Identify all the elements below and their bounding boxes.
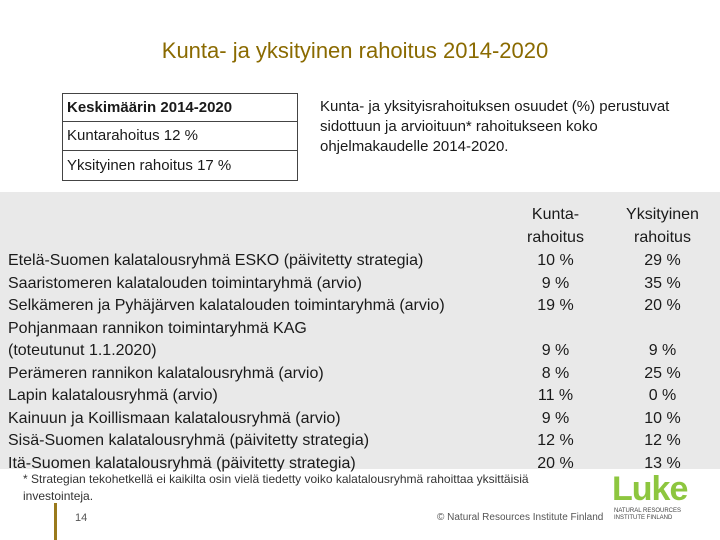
group-name: Kainuun ja Koillismaan kalatalousryhmä (arvio) [8,409,341,427]
municipal-share: 9 % [541,274,570,292]
summary-private: Yksityinen rahoitus 17 % [63,150,297,180]
luke-logo [612,471,700,527]
private-share: 25 % [644,364,681,382]
column-header-municipal: Kunta- rahoitus [527,206,584,246]
table-row [8,430,718,453]
group-name: Itä-Suomen kalatalousryhmä (päivitetty strategia) [8,454,356,472]
summary-box [62,93,298,181]
group-name: Perämeren rannikon kalatalousryhmä (arvio) [8,364,324,382]
municipal-share: 9 % [541,409,570,427]
logo-subtitle: NATURAL RESOURCES INSTITUTE FINLAND [614,508,682,521]
private-share: 35 % [644,274,681,292]
private-share: 0 % [648,387,677,404]
private-share: 13 % [644,454,681,472]
copyright-text: © Natural Resources Institute Finland [437,512,604,523]
municipal-share: 19 % [537,297,574,314]
summary-header: Keskimäärin 2014-2020 [67,99,233,116]
description-text: Kunta- ja yksityisrahoituksen osuudet (%) perustuvat sidottuun ja arvioituun* rahoitukseen koko ohjelmakaudelle 2014-2020. [320,98,670,155]
private-share: 10 % [644,409,681,427]
logo-wordmark: Luke [612,470,688,508]
slide-title: Kunta- ja yksityinen rahoitus 2014-2020 [161,38,549,63]
private-share: 20 % [644,297,681,314]
private-share: 9 % [648,342,677,359]
municipal-share: 11 % [537,387,574,404]
group-name: Pohjanmaan rannikon toimintaryhmä KAG (toteutunut 1.1.2020) [8,319,307,359]
page-number: 14 [75,512,88,524]
column-header-private: Yksityinen rahoitus [626,206,699,246]
municipal-share: 12 % [537,432,574,449]
group-name: Etelä-Suomen kalatalousryhmä ESKO (päivitetty strategia) [8,252,424,269]
municipal-share: 8 % [541,364,570,382]
group-name: Saaristomeren kalatalouden toimintaryhmä (arvio) [8,274,362,292]
footer-divider [54,503,57,540]
table-rows [8,250,718,475]
table-row [8,363,718,386]
municipal-share: 9 % [541,342,570,359]
municipal-share: 20 % [537,454,574,472]
private-share: 12 % [644,432,681,449]
group-name: Lapin kalatalousryhmä (arvio) [8,387,218,404]
summary-municipal: Kuntarahoitus 12 % [63,121,297,150]
footnote: * Strategian tekohetkellä ei kaikilta osin vielä tiedetty voiko kalatalousryhmä rahoittaa yksittäisiä investointeja. [23,472,529,503]
group-name: Selkämeren ja Pyhäjärven kalatalouden toimintaryhmä (arvio) [8,297,445,314]
table-row [8,408,718,431]
table-row [8,295,718,318]
municipal-share: 10 % [537,252,574,269]
group-name: Sisä-Suomen kalatalousryhmä (päivitetty strategia) [8,432,370,449]
table-row [8,385,718,408]
table-row [8,250,718,273]
table-row [8,273,718,296]
table-row [8,318,718,363]
private-share: 29 % [644,252,681,269]
